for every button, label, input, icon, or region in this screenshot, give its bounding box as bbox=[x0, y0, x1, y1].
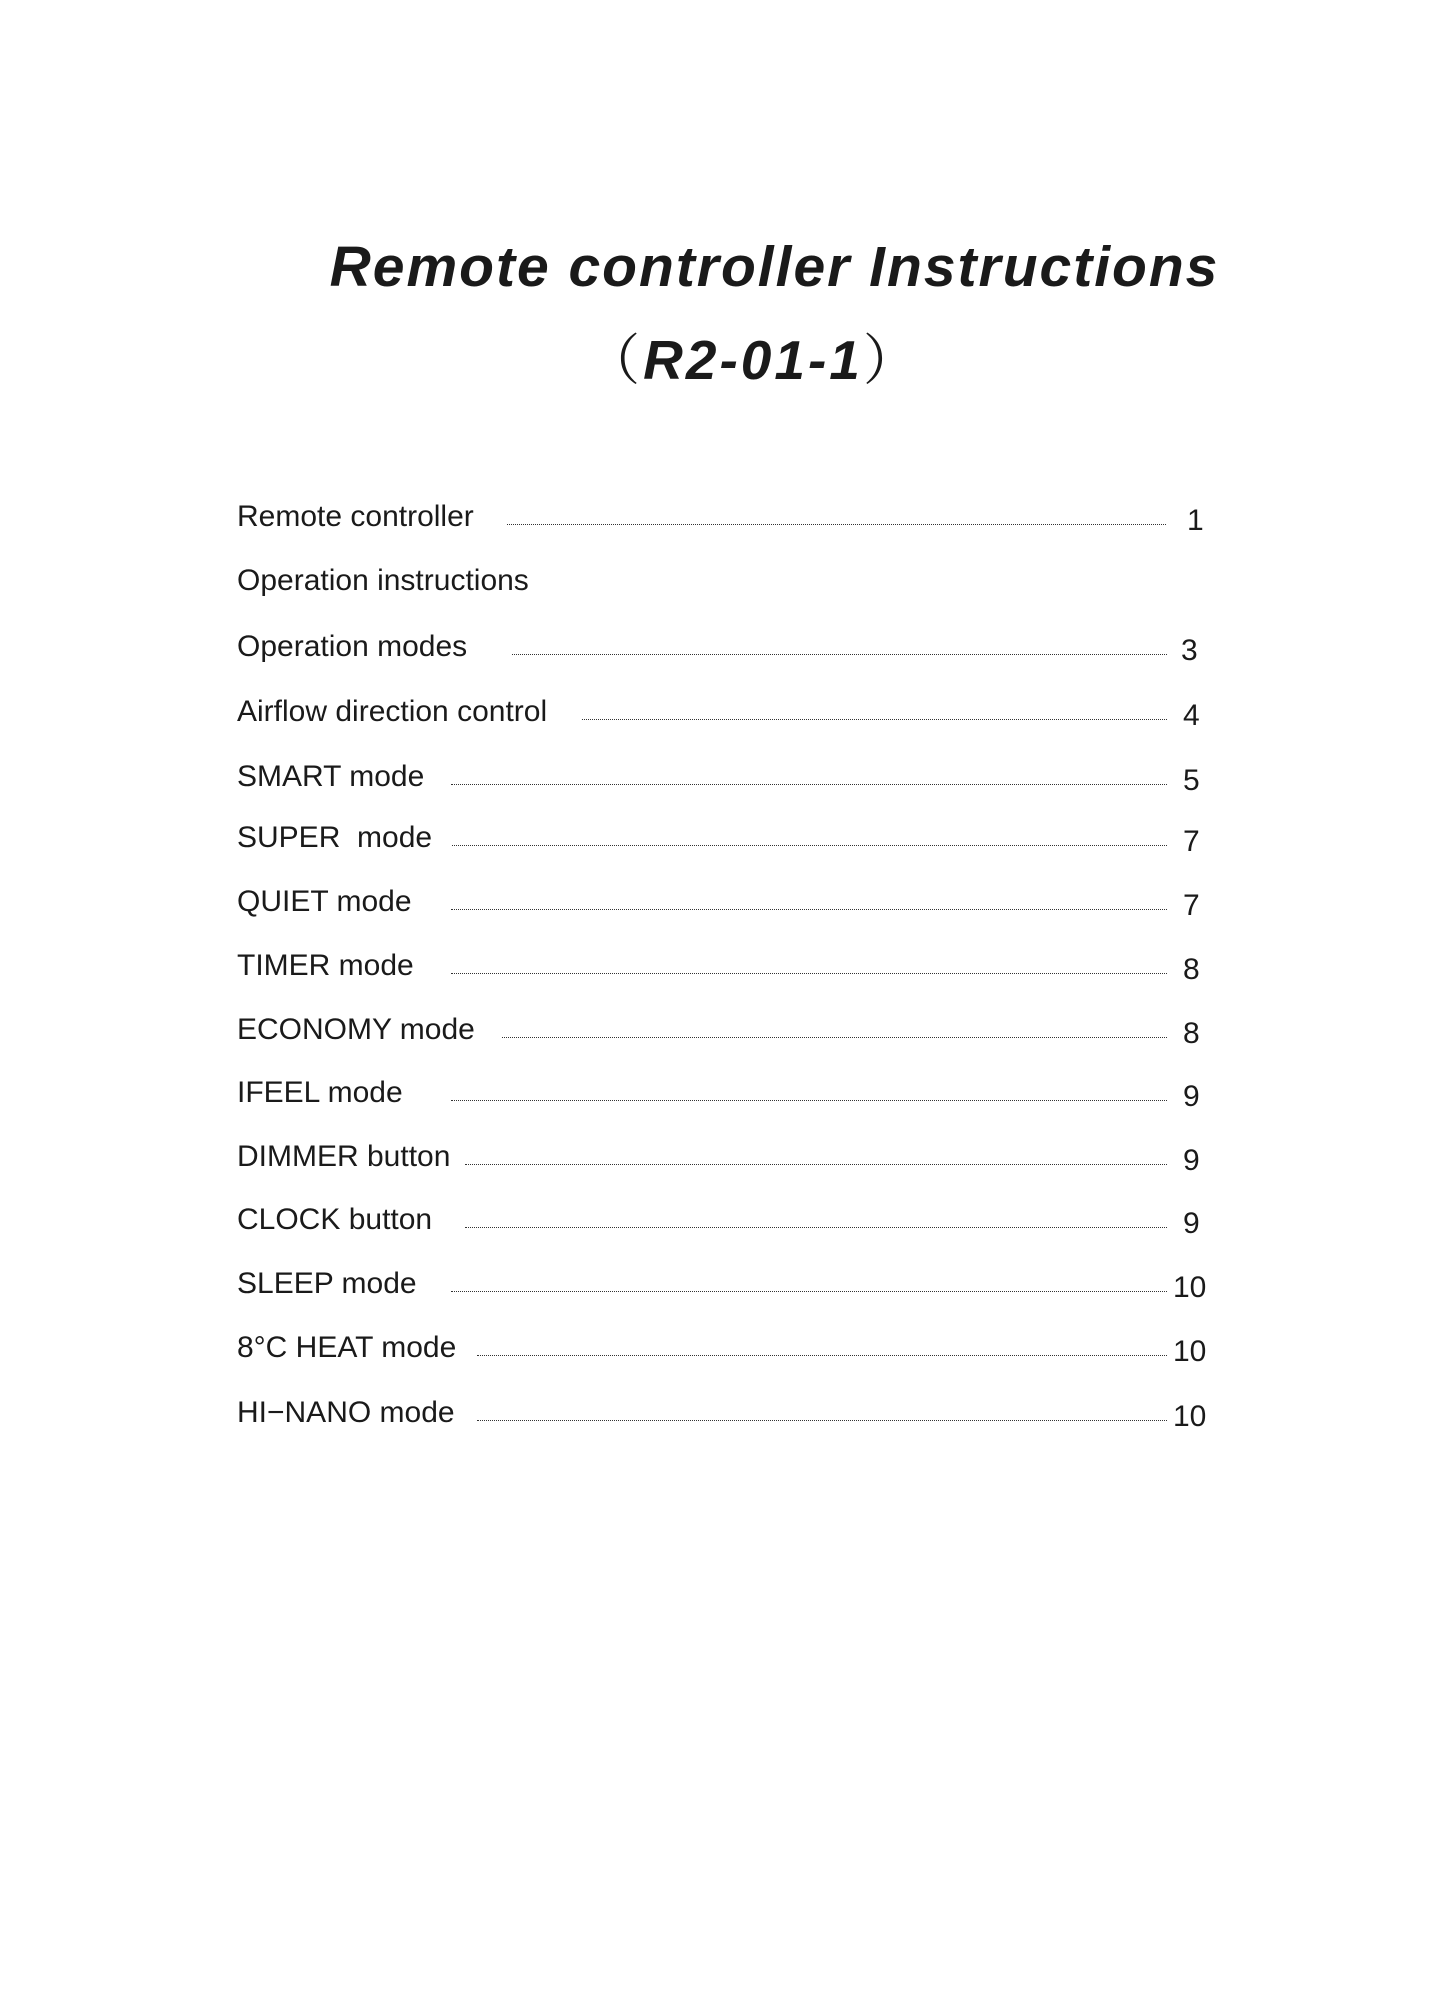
toc-entry[interactable] bbox=[237, 1328, 1247, 1368]
toc-entry[interactable] bbox=[237, 1137, 1247, 1177]
toc-entry-label: TIMER mode bbox=[237, 949, 414, 982]
subtitle-model: R2-01-1 bbox=[643, 329, 863, 391]
toc-entry-label: Operation modes bbox=[237, 630, 468, 663]
toc-entry-label: CLOCK button bbox=[237, 1203, 433, 1236]
toc-entry-label: Airflow direction control bbox=[237, 695, 548, 728]
toc-entry-page: 7 bbox=[1183, 825, 1200, 858]
toc-entry-page: 8 bbox=[1183, 1017, 1200, 1050]
table-of-contents bbox=[237, 0, 1247, 2011]
toc-entry-label: DIMMER button bbox=[237, 1140, 451, 1173]
toc-leader bbox=[451, 784, 1167, 785]
toc-entry[interactable] bbox=[237, 757, 1247, 797]
toc-entry-label: 8°C HEAT mode bbox=[237, 1331, 457, 1364]
toc-entry[interactable] bbox=[237, 1393, 1247, 1433]
subtitle-close-paren: ） bbox=[862, 329, 921, 391]
toc-entry[interactable] bbox=[237, 1073, 1247, 1113]
toc-leader bbox=[582, 719, 1167, 720]
toc-entry[interactable] bbox=[237, 1200, 1247, 1240]
toc-entry[interactable] bbox=[237, 561, 1247, 601]
document-title: Remote controller Instructions bbox=[329, 235, 1220, 299]
toc-entry-label: Operation instructions bbox=[237, 564, 529, 597]
toc-leader bbox=[465, 1227, 1167, 1228]
toc-leader bbox=[512, 654, 1167, 655]
toc-leader bbox=[507, 524, 1166, 525]
toc-entry-page: 9 bbox=[1183, 1207, 1200, 1240]
toc-leader bbox=[502, 1037, 1167, 1038]
toc-entry[interactable] bbox=[237, 1010, 1247, 1050]
toc-entry-page: 8 bbox=[1183, 953, 1200, 986]
toc-leader bbox=[477, 1355, 1167, 1356]
toc-entry-label: QUIET mode bbox=[237, 885, 412, 918]
toc-leader bbox=[451, 973, 1167, 974]
toc-entry-page: 10 bbox=[1173, 1335, 1207, 1368]
toc-leader bbox=[477, 1420, 1167, 1421]
toc-entry-page: 9 bbox=[1183, 1080, 1200, 1113]
toc-leader bbox=[451, 1291, 1167, 1292]
toc-entry[interactable] bbox=[237, 627, 1247, 667]
toc-entry[interactable] bbox=[237, 946, 1247, 986]
toc-entry-page: 9 bbox=[1183, 1144, 1200, 1177]
toc-entry-label: SMART mode bbox=[237, 760, 425, 793]
toc-entry[interactable] bbox=[237, 818, 1247, 858]
toc-entry-page: 10 bbox=[1173, 1271, 1207, 1304]
toc-entry-page: 10 bbox=[1173, 1400, 1207, 1433]
toc-leader bbox=[451, 909, 1167, 910]
toc-entry-page: 1 bbox=[1187, 504, 1204, 537]
toc-entry-label: SLEEP mode bbox=[237, 1267, 417, 1300]
toc-entry-label: Remote controller bbox=[237, 500, 474, 533]
toc-entry[interactable] bbox=[237, 1264, 1247, 1304]
toc-leader bbox=[465, 1164, 1167, 1165]
toc-entry-label: ECONOMY mode bbox=[237, 1013, 475, 1046]
toc-entry[interactable] bbox=[237, 497, 1247, 537]
toc-entry-label: IFEEL mode bbox=[237, 1076, 403, 1109]
toc-entry[interactable] bbox=[237, 882, 1247, 922]
toc-leader bbox=[451, 1100, 1167, 1101]
toc-entry-page: 3 bbox=[1181, 634, 1198, 667]
toc-entry-page: 4 bbox=[1183, 699, 1200, 732]
toc-entry-page: 5 bbox=[1183, 764, 1200, 797]
subtitle-open-paren: （ bbox=[585, 329, 644, 391]
toc-entry-label: SUPER mode bbox=[237, 821, 433, 854]
toc-entry[interactable] bbox=[237, 692, 1247, 732]
toc-leader bbox=[452, 845, 1167, 846]
toc-entry-label: HI−NANO mode bbox=[237, 1396, 455, 1429]
toc-entry-page: 7 bbox=[1183, 889, 1200, 922]
